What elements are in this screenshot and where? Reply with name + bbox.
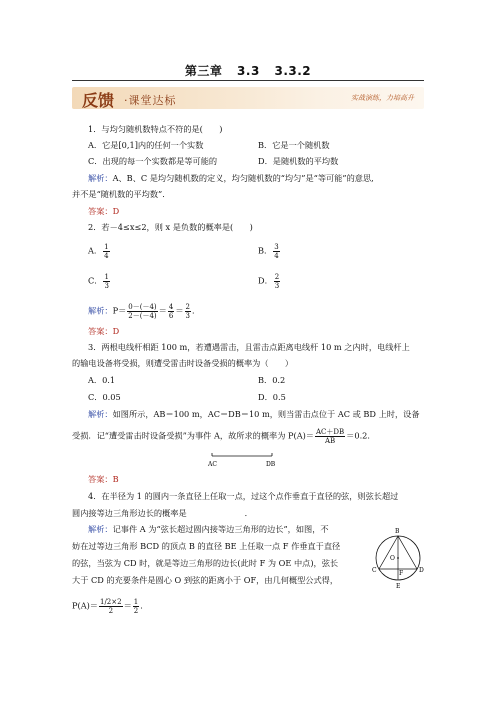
q1-solution-line2: 并不是“随机数的平均数”． — [72, 189, 171, 199]
center-point — [397, 557, 399, 559]
q2-solution-eq2: ＝ — [175, 305, 184, 316]
q2-option-b — [258, 243, 281, 260]
label-o: O — [390, 555, 395, 562]
formula-main-fraction: $\frac{1/2\times 2}{2}$ — [100, 598, 122, 615]
q4-solution-line2: 妨在过等边三角形 BCD 的顶点 B 的直径 BE 上任取一点 F 作垂直于直径 — [72, 541, 341, 551]
q3-option-a: A．0.1 — [88, 375, 116, 385]
q2-option-a-fraction: $\frac{1}{4}$ — [104, 243, 109, 260]
label-e: E — [396, 583, 401, 590]
banner-subtitle: ·课堂达标 — [124, 94, 177, 107]
section-number: 3.3 — [237, 64, 260, 78]
q4-solution-line1 — [88, 523, 329, 535]
q4-stem-line2 — [72, 507, 253, 519]
q3-option-c: C．0.05 — [88, 392, 121, 402]
q2-option-a-label: A． — [88, 245, 103, 256]
label-c: C — [372, 567, 377, 574]
q1-stem: 1．与均匀随机数特点不符的是( ) — [88, 124, 223, 134]
q2-option-c — [88, 273, 111, 290]
label-d: D — [419, 567, 424, 574]
q2-option-d — [258, 273, 281, 290]
q3-answer: 答案：B — [88, 474, 119, 484]
q1-answer: 答案：D — [88, 206, 120, 216]
solution-label: 解析： — [88, 305, 113, 316]
header-rule — [72, 80, 424, 81]
q1-option-a: A．它是[0,1]内的任何一个实数 — [88, 140, 204, 150]
q4-solution-line4: 大于 CD 的充要条件是圆心 O 到弦的距离小于 OF，由几何概型公式得， — [72, 575, 339, 585]
q4-circle-figure — [368, 522, 428, 592]
q2-option-a — [88, 243, 111, 260]
formula-result-fraction: $\frac{1}{2}$ — [133, 598, 139, 615]
q3-solution-text1: 如图所示，AB＝100 m，AC＝DB＝10 m，则当雷击点位于 AC 或 BD 上时，设备 — [112, 409, 420, 419]
q2-stem: 2．若－4≤x≤2，则 x 是负数的概率是( ) — [88, 222, 253, 232]
q2-solution-fraction2: $\frac{4}{6}$ — [168, 303, 174, 320]
q4-solution-line3: 的弦，当弦为 CD 时，就是等边三角形的边长(此时 F 为 OE 中点)，弦长 — [72, 558, 339, 568]
q2-option-d-fraction: $\frac{2}{3}$ — [274, 273, 280, 290]
chapter-title: 第三章 — [184, 64, 223, 78]
label-ac: AC — [208, 461, 217, 468]
label-b: B — [395, 528, 400, 535]
q2-option-c-label: C． — [88, 275, 103, 286]
q4-stem-end: ． — [244, 508, 253, 518]
feedback-banner — [72, 87, 424, 109]
label-db: DB — [266, 461, 276, 468]
q3-solution-text2: 受损．记“遭受雷击时设备受损”为事件 A，故所求的概率为 P(A)＝ — [72, 430, 314, 441]
q4-stem-line1: 4．在半径为 1 的圆内一条直径上任取一点，过这个点作垂直于直径的弦，则弦长超过 — [88, 491, 399, 501]
q2-solution-eq1: ＝ — [158, 305, 167, 316]
q2-solution-p: P＝ — [112, 305, 127, 316]
q3-solution-line2 — [72, 428, 376, 445]
label-f: F — [399, 570, 404, 577]
solution-label: 解析： — [88, 173, 113, 183]
q3-stem-line1: 3．两根电线杆相距 100 m，若遭遇雷击，且雷击点距离电线杆 10 m 之内时，电线杆上 — [88, 342, 410, 352]
q3-solution-end: ＝0.2． — [346, 430, 376, 441]
subsection-number: 3.3.2 — [274, 64, 312, 78]
solution-label: 解析： — [88, 524, 113, 534]
q1-option-d: D．是随机数的平均数 — [258, 156, 339, 166]
q2-option-b-fraction: $\frac{3}{4}$ — [274, 243, 279, 260]
q2-solution-fraction3: $\frac{2}{3}$ — [185, 303, 190, 320]
q1-solution-text1: A、B、C 是均匀随机数的定义，均匀随机数的“均匀”是“等可能”的意思, — [112, 173, 374, 183]
q4-probability-formula — [72, 598, 148, 615]
q1-solution-line1 — [88, 172, 374, 184]
q3-option-b: B．0.2 — [258, 375, 286, 385]
q2-option-b-label: B． — [258, 245, 273, 256]
q3-solution-line1 — [88, 408, 420, 420]
q4-stem-text: 圆内接等边三角形边长的概率是 — [72, 508, 187, 518]
q2-answer: 答案：D — [88, 326, 120, 336]
q4-solution-text1: 记事件 A 为“弦长超过圆内接等边三角形的边长”，如图，不 — [112, 524, 329, 534]
q2-solution-fraction1: $\frac{0-(-4)}{2-(-4)}$ — [128, 303, 157, 320]
q2-option-d-label: D． — [258, 275, 273, 286]
q3-stem-line2: 的输电设备将受损，则遭受雷击时设备受损的概率为（ ） — [72, 358, 294, 368]
q3-solution-fraction: $\frac{AC+DB}{AB}$ — [316, 428, 345, 445]
formula-end: ． — [140, 600, 149, 611]
banner-title: 反馈 — [82, 91, 115, 110]
formula-eq: ＝ — [123, 600, 132, 611]
q2-solution-end: ． — [192, 305, 201, 316]
q3-segment-figure — [200, 448, 290, 470]
banner-slogan: 实战演练，力培高升 — [351, 94, 414, 102]
q1-option-c: C．出现的每一个实数都是等可能的 — [88, 156, 218, 166]
q2-option-c-fraction: $\frac{1}{3}$ — [104, 273, 109, 290]
q2-solution — [88, 303, 200, 320]
formula-lhs: P(A)＝ — [72, 600, 98, 611]
q3-option-d: D．0.5 — [258, 392, 286, 402]
page-header — [0, 62, 496, 79]
q1-option-b: B．它是一个随机数 — [258, 140, 330, 150]
solution-label: 解析： — [88, 409, 113, 419]
